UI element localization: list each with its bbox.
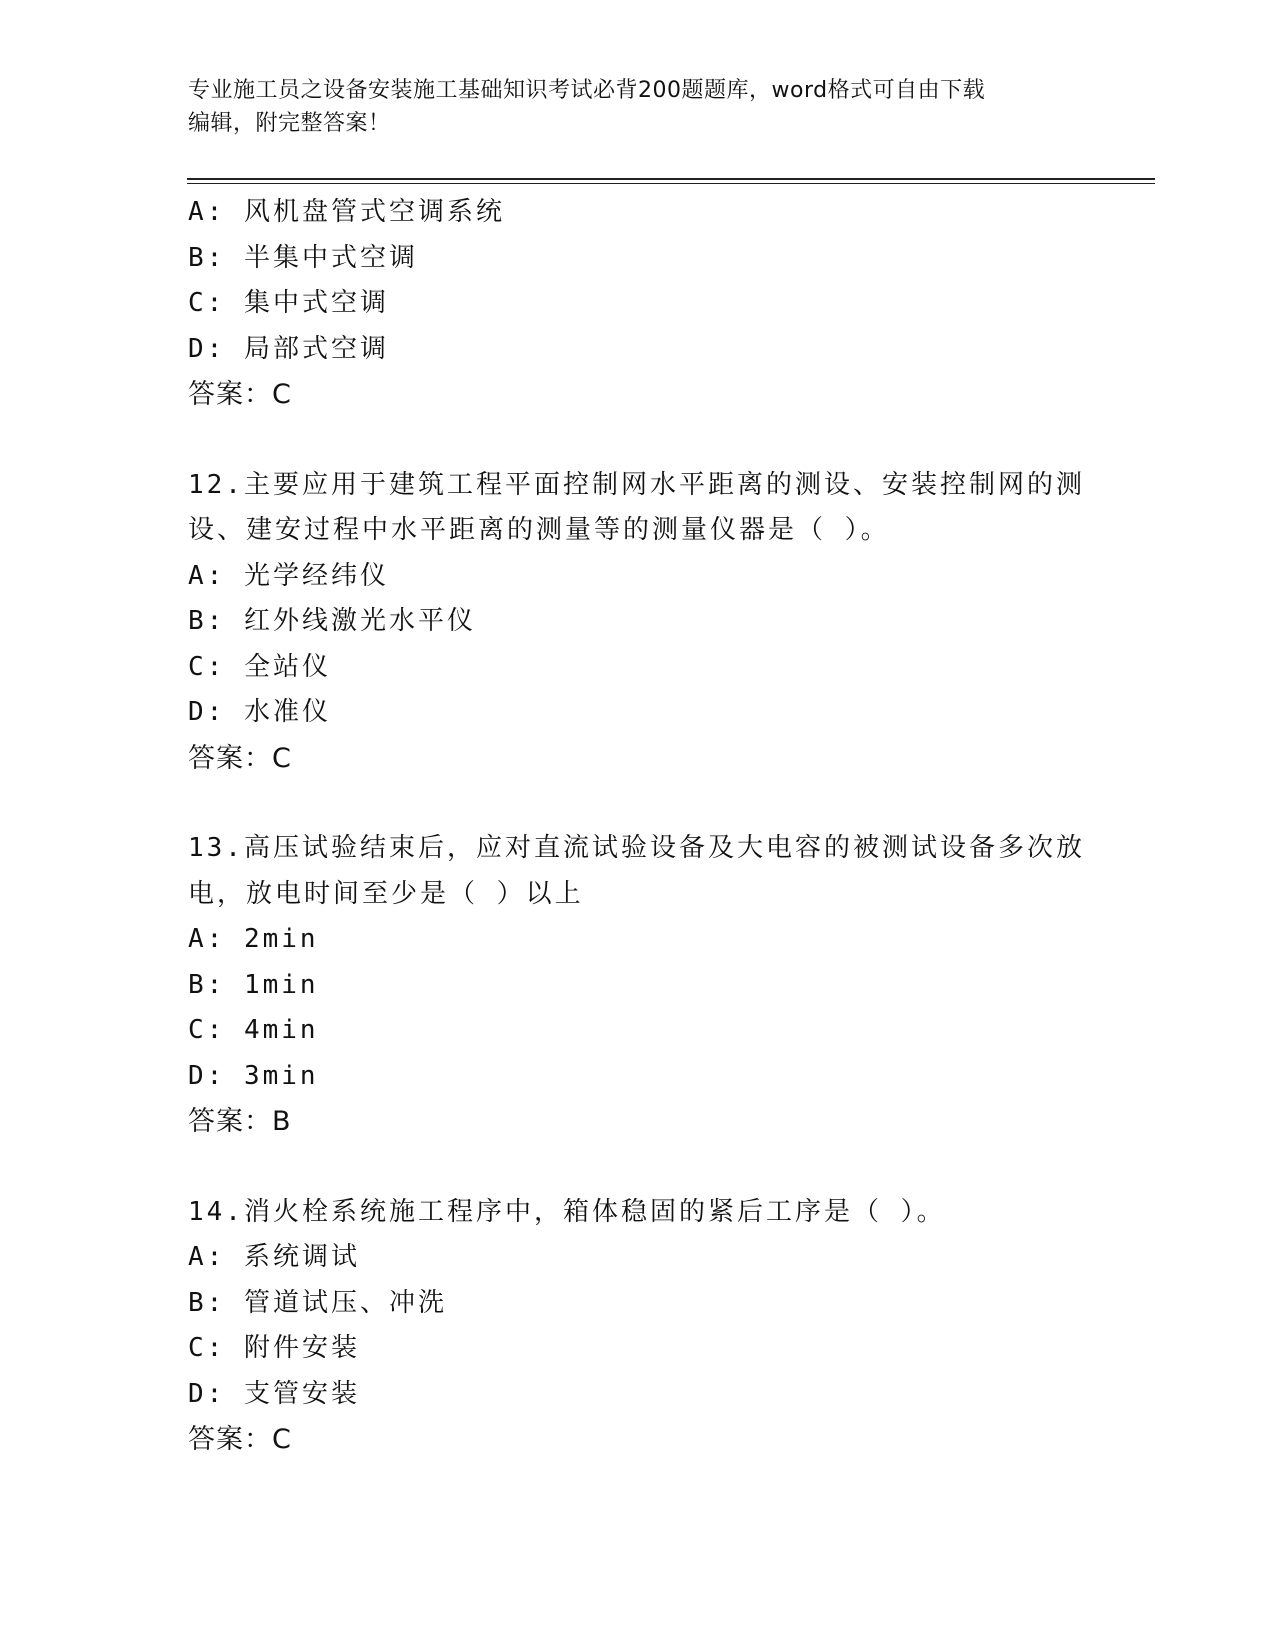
option-d: D: 3min xyxy=(188,1060,319,1091)
option-b: B: 红外线激光水平仪 xyxy=(188,606,476,636)
option-c: C: 附件安装 xyxy=(188,1333,360,1363)
question-stem: 12.主要应用于建筑工程平面控制网水平距离的测设、安装控制网的测 xyxy=(188,469,1085,500)
question-12 xyxy=(188,463,1088,782)
answer: 答案：C xyxy=(188,742,292,774)
header-line-1: 专业施工员之设备安装施工基础知识考试必背200题题库，word格式可自由下载 xyxy=(188,78,986,103)
answer: 答案：B xyxy=(188,1106,292,1137)
option-b: B: 半集中式空调 xyxy=(188,242,418,273)
header-divider-thick xyxy=(187,178,1155,180)
question-stem: 13.高压试验结束后，应对直流试验设备及大电容的被测试设备多次放 xyxy=(188,833,1085,863)
option-c: C: 集中式空调 xyxy=(188,288,389,318)
page-header xyxy=(188,74,1088,140)
option-d: D: 支管安装 xyxy=(188,1378,360,1409)
option-a: A: 光学经纬仪 xyxy=(188,560,389,591)
question-14 xyxy=(188,1190,1088,1463)
option-d: D: 水准仪 xyxy=(188,697,331,727)
option-a: A: 系统调试 xyxy=(188,1242,360,1272)
option-a: A: 风机盘管式空调系统 xyxy=(188,197,505,227)
question-stem: 14.消火栓系统施工程序中，箱体稳固的紧后工序是（ ）。 xyxy=(188,1196,946,1227)
question-stem-continued: 设、建安过程中水平距离的测量等的测量仪器是（ ）。 xyxy=(188,515,890,545)
answer: 答案：C xyxy=(188,379,292,410)
question-stem-continued: 电，放电时间至少是（ ）以上 xyxy=(188,878,584,909)
option-c: C: 全站仪 xyxy=(188,651,331,682)
header-divider-thin xyxy=(187,183,1155,184)
option-b: B: 1min xyxy=(188,969,319,1000)
answer: 答案：C xyxy=(188,1424,292,1455)
option-d: D: 局部式空调 xyxy=(188,333,389,364)
option-c: C: 4min xyxy=(188,1015,319,1045)
option-a: A: 2min xyxy=(188,924,319,954)
option-b: B: 管道试压、冲洗 xyxy=(188,1287,447,1318)
question-content xyxy=(188,190,1088,1463)
question-13 xyxy=(188,826,1088,1145)
header-line-2: 编辑，附完整答案！ xyxy=(188,111,391,136)
question-11 xyxy=(188,190,1088,418)
